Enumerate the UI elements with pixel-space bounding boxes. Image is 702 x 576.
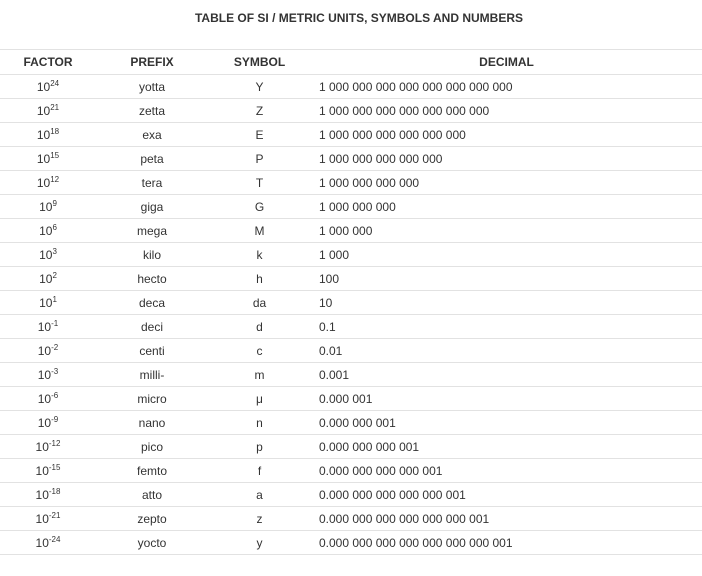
factor-exponent: 3 — [52, 246, 57, 256]
table-row — [0, 435, 702, 459]
header-prefix: PREFIX — [96, 50, 208, 75]
prefix-cell: mega — [96, 219, 208, 243]
decimal-cell: 1 000 000 000 000 000 000 000 000 — [311, 75, 702, 99]
factor-cell — [0, 363, 96, 387]
symbol-cell: f — [208, 459, 311, 483]
table-row — [0, 291, 702, 315]
table-row — [0, 147, 702, 171]
table-row — [0, 243, 702, 267]
decimal-cell: 0.1 — [311, 315, 702, 339]
factor-cell — [0, 147, 96, 171]
factor-cell — [0, 531, 96, 555]
factor-base: 10 — [35, 463, 49, 478]
factor-exponent: -2 — [51, 342, 59, 352]
prefix-cell: nano — [96, 411, 208, 435]
prefix-cell: kilo — [96, 243, 208, 267]
symbol-cell: m — [208, 363, 311, 387]
factor-exponent: 6 — [52, 222, 57, 232]
factor-exponent: 1 — [52, 294, 57, 304]
symbol-cell: n — [208, 411, 311, 435]
prefix-cell: centi — [96, 339, 208, 363]
prefix-cell: pico — [96, 435, 208, 459]
decimal-cell: 0.01 — [311, 339, 702, 363]
factor-base: 10 — [35, 511, 49, 526]
factor-base: 10 — [39, 247, 53, 262]
table-row — [0, 531, 702, 555]
factor-base: 10 — [39, 223, 53, 238]
symbol-cell: T — [208, 171, 311, 195]
factor-base: 10 — [37, 415, 52, 430]
decimal-cell: 0.000 000 001 — [311, 411, 702, 435]
prefix-cell: hecto — [96, 267, 208, 291]
table-row — [0, 123, 702, 147]
factor-base: 10 — [36, 103, 51, 118]
symbol-cell: y — [208, 531, 311, 555]
symbol-cell: h — [208, 267, 311, 291]
factor-exponent: 21 — [50, 102, 60, 112]
factor-cell — [0, 387, 96, 411]
factor-exponent: 9 — [52, 198, 57, 208]
table-body — [0, 75, 702, 555]
header-factor: FACTOR — [0, 50, 96, 75]
factor-exponent: -21 — [48, 510, 61, 520]
table-row — [0, 75, 702, 99]
decimal-cell: 1 000 — [311, 243, 702, 267]
symbol-cell: p — [208, 435, 311, 459]
decimal-cell: 100 — [311, 267, 702, 291]
decimal-cell: 1 000 000 000 — [311, 195, 702, 219]
table-row — [0, 195, 702, 219]
table-row — [0, 339, 702, 363]
factor-cell — [0, 243, 96, 267]
factor-base: 10 — [37, 319, 52, 334]
table-row — [0, 411, 702, 435]
symbol-cell: P — [208, 147, 311, 171]
factor-cell — [0, 219, 96, 243]
factor-cell — [0, 291, 96, 315]
table-row — [0, 483, 702, 507]
factor-cell — [0, 483, 96, 507]
prefix-cell: peta — [96, 147, 208, 171]
decimal-cell: 0.000 000 000 000 000 001 — [311, 483, 702, 507]
decimal-cell: 0.000 000 000 000 000 000 000 001 — [311, 531, 702, 555]
factor-base: 10 — [36, 175, 51, 190]
factor-cell — [0, 435, 96, 459]
prefix-cell: femto — [96, 459, 208, 483]
symbol-cell: μ — [208, 387, 311, 411]
factor-base: 10 — [36, 79, 51, 94]
decimal-cell: 1 000 000 000 000 000 000 — [311, 123, 702, 147]
symbol-cell: k — [208, 243, 311, 267]
decimal-cell: 1 000 000 000 000 — [311, 171, 702, 195]
decimal-cell: 1 000 000 000 000 000 000 000 — [311, 99, 702, 123]
factor-base: 10 — [35, 439, 49, 454]
factor-base: 10 — [39, 199, 53, 214]
factor-exponent: -6 — [51, 390, 59, 400]
prefix-cell: deca — [96, 291, 208, 315]
table-header-row — [0, 50, 702, 75]
factor-cell — [0, 315, 96, 339]
symbol-cell: Z — [208, 99, 311, 123]
factor-cell — [0, 75, 96, 99]
symbol-cell: Y — [208, 75, 311, 99]
symbol-cell: G — [208, 195, 311, 219]
factor-exponent: 15 — [50, 150, 60, 160]
symbol-cell: a — [208, 483, 311, 507]
symbol-cell: M — [208, 219, 311, 243]
factor-cell — [0, 339, 96, 363]
factor-exponent: 12 — [50, 174, 60, 184]
symbol-cell: da — [208, 291, 311, 315]
si-units-table — [0, 49, 702, 555]
prefix-cell: atto — [96, 483, 208, 507]
decimal-cell: 0.001 — [311, 363, 702, 387]
factor-exponent: -1 — [51, 318, 59, 328]
prefix-cell: zepto — [96, 507, 208, 531]
factor-base: 10 — [36, 151, 51, 166]
factor-base: 10 — [36, 127, 51, 142]
prefix-cell: zetta — [96, 99, 208, 123]
factor-exponent: 2 — [52, 270, 57, 280]
factor-exponent: 18 — [50, 126, 60, 136]
factor-base: 10 — [37, 343, 52, 358]
factor-exponent: 24 — [50, 78, 60, 88]
factor-cell — [0, 195, 96, 219]
decimal-cell: 10 — [311, 291, 702, 315]
symbol-cell: d — [208, 315, 311, 339]
table-row — [0, 267, 702, 291]
table-row — [0, 507, 702, 531]
symbol-cell: z — [208, 507, 311, 531]
prefix-cell: giga — [96, 195, 208, 219]
symbol-cell: E — [208, 123, 311, 147]
table-row — [0, 171, 702, 195]
table-row — [0, 219, 702, 243]
factor-cell — [0, 411, 96, 435]
factor-cell — [0, 123, 96, 147]
factor-base: 10 — [39, 271, 53, 286]
prefix-cell: deci — [96, 315, 208, 339]
prefix-cell: yotta — [96, 75, 208, 99]
decimal-cell: 1 000 000 — [311, 219, 702, 243]
table-row — [0, 387, 702, 411]
factor-base: 10 — [35, 487, 49, 502]
factor-exponent: -15 — [48, 462, 61, 472]
factor-exponent: -9 — [51, 414, 59, 424]
decimal-cell: 0.000 000 000 000 000 000 001 — [311, 507, 702, 531]
factor-cell — [0, 99, 96, 123]
table-row — [0, 459, 702, 483]
factor-base: 10 — [39, 295, 53, 310]
prefix-cell: milli- — [96, 363, 208, 387]
factor-exponent: -24 — [48, 534, 61, 544]
table-row — [0, 99, 702, 123]
prefix-cell: tera — [96, 171, 208, 195]
factor-exponent: -3 — [51, 366, 59, 376]
header-symbol: SYMBOL — [208, 50, 311, 75]
prefix-cell: yocto — [96, 531, 208, 555]
factor-base: 10 — [35, 535, 49, 550]
factor-cell — [0, 171, 96, 195]
factor-cell — [0, 459, 96, 483]
symbol-cell: c — [208, 339, 311, 363]
factor-base: 10 — [37, 391, 52, 406]
decimal-cell: 0.000 001 — [311, 387, 702, 411]
table-row — [0, 363, 702, 387]
factor-base: 10 — [37, 367, 52, 382]
factor-exponent: -12 — [48, 438, 61, 448]
factor-cell — [0, 507, 96, 531]
header-decimal: DECIMAL — [311, 50, 702, 75]
page-title: TABLE OF SI / METRIC UNITS, SYMBOLS AND NUMBERS — [194, 11, 523, 25]
factor-cell — [0, 267, 96, 291]
decimal-cell: 1 000 000 000 000 000 — [311, 147, 702, 171]
prefix-cell: exa — [96, 123, 208, 147]
prefix-cell: micro — [96, 387, 208, 411]
factor-exponent: -18 — [48, 486, 61, 496]
decimal-cell: 0.000 000 000 000 001 — [311, 459, 702, 483]
table-row — [0, 315, 702, 339]
decimal-cell: 0.000 000 000 001 — [311, 435, 702, 459]
